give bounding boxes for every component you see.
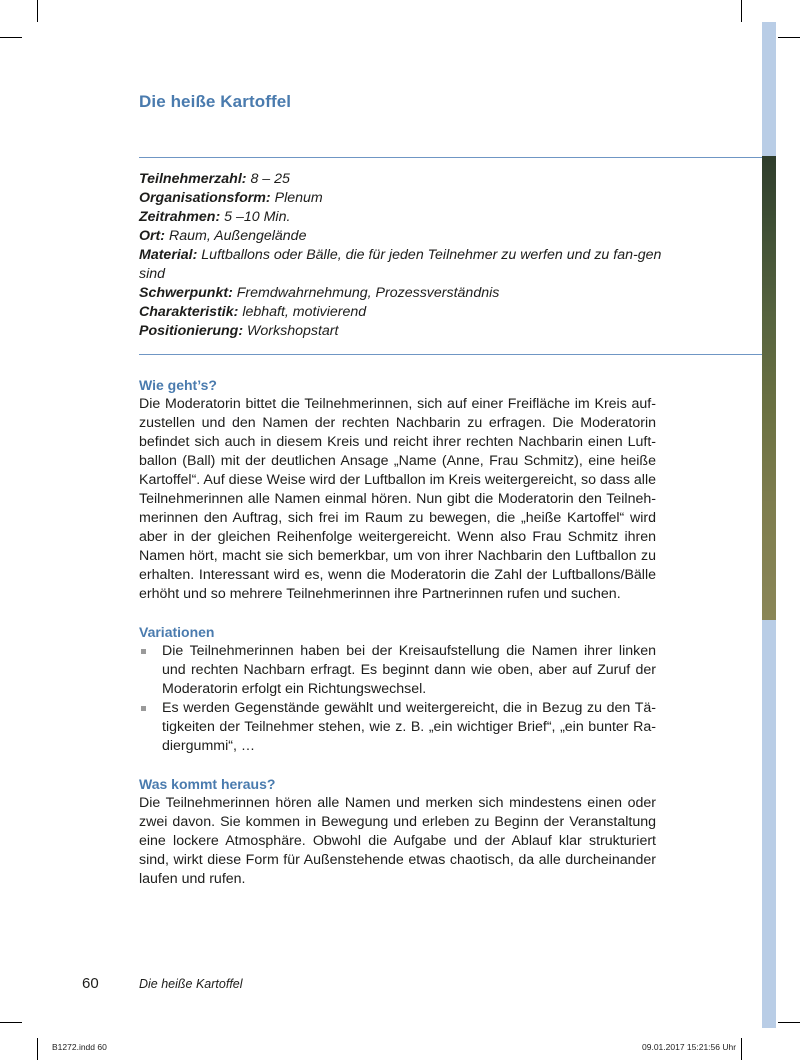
crop-mark [778, 37, 800, 38]
crop-mark [37, 0, 38, 22]
meta-block [139, 170, 679, 341]
meta-key: Material: [139, 247, 198, 263]
meta-value: 8 – 25 [250, 171, 290, 187]
crop-mark [741, 1038, 742, 1060]
meta-value: lebhaft, motivierend [242, 304, 367, 320]
crop-mark [741, 0, 742, 22]
meta-key: Ort: [139, 228, 166, 244]
meta-value: Luftballons oder Bälle, die für jeden Teilnehmer zu werfen und zu fan-gen sind [139, 247, 662, 282]
list-item [139, 642, 656, 699]
list-item-text: Es werden Gegenstände gewählt und weitergereicht, die in Bezug zu den Tätigkeiten der Teilnehmer stehen, wie z. B. „ein wichtiger Brief“, „ein bunter Radiergummi“, … [162, 700, 656, 754]
meta-key: Charakteristik: [139, 304, 239, 320]
crop-mark [0, 1022, 22, 1023]
list-item-text: Die Teilnehmerinnen haben bei der Kreisaufstellung die Namen ihrer linken und rechten Nachbarn erfragt. Es beginnt dann wie oben, aber auf Zuruf der Moderatorin erfolgt ein Richtungswechsel. [162, 643, 656, 697]
meta-key: Teilnehmerzahl: [139, 171, 247, 187]
meta-value: 5 –10 Min. [224, 209, 291, 225]
running-head: Die heiße Kartoffel [139, 977, 243, 991]
crop-mark [778, 1022, 800, 1023]
bullet-square-icon [141, 706, 146, 711]
meta-row [139, 284, 679, 303]
meta-value: Plenum [274, 190, 323, 206]
meta-key: Organisationsform: [139, 190, 271, 206]
meta-key: Zeitrahmen: [139, 209, 221, 225]
slug-file-info: B1272.indd 60 [52, 1042, 107, 1052]
section-heading-ergebnis: Was kommt heraus? [139, 776, 276, 792]
section-text-ergebnis: Die Teilnehmerinnen hören alle Namen und merken sich mindestens einen oder zwei davon. Sie kommen in Bewegung und erleben zu Beginn der Veranstaltung eine lockere Atmosphäre. Obwohl die Aufgabe und der Ablauf klar strukturiert sind, wirkt diese Form für Außenstehende etwas chaotisch, da alle durcheinander laufen und rufen. [139, 795, 656, 887]
bottom-divider [139, 354, 762, 355]
meta-row [139, 170, 679, 189]
meta-row [139, 227, 679, 246]
edge-photo-strip [762, 156, 776, 620]
meta-row [139, 303, 679, 322]
page-number: 60 [82, 975, 99, 992]
section-heading-variationen: Variationen [139, 624, 215, 640]
top-divider [139, 157, 762, 158]
bullet-square-icon [141, 649, 146, 654]
meta-row [139, 208, 679, 227]
meta-row [139, 322, 679, 341]
meta-key: Schwerpunkt: [139, 285, 233, 301]
meta-key: Positionierung: [139, 323, 244, 339]
crop-mark [0, 37, 22, 38]
slug-timestamp: 09.01.2017 15:21:56 Uhr [642, 1042, 737, 1052]
variationen-list [139, 642, 656, 756]
meta-value: Fremdwahrnehmung, Prozessverständnis [236, 285, 500, 301]
page-title: Die heiße Kartoffel [139, 92, 292, 111]
crop-mark [37, 1038, 38, 1060]
meta-value: Workshopstart [247, 323, 339, 339]
list-item [139, 699, 656, 756]
meta-value: Raum, Außengelände [168, 228, 307, 244]
main-content [139, 376, 656, 889]
meta-row [139, 246, 679, 284]
section-text-wie: Die Moderatorin bittet die Teilnehmerinnen, sich auf einer Freifläche im Kreis aufzustellen und den Namen der rechten Nachbarin zu erfragen. Die Moderatorin befindet sich auch in diesem Kreis und reicht ihrer rechten Nachbarin einen Luftballon (Ball) mit der deutlichen Ansage „Name (Anne, Frau Schmitz), eine heiße Kartoffel“. Auf diese Weise wird der Luftballon im Kreis weitergereicht, so dass alle Teilnehmerinnen alle Namen einmal hören. Nun gibt die Moderatorin den Teilnehmerinnen den Auftrag, sich frei im Raum zu bewegen, die „heiße Kartoffel“ wird aber in der gleichen Reihenfolge weitergereicht. Wenn also Frau Schmitz ihren Namen hört, macht sie sich bemerkbar, um von ihrer Nachbarin den Luftballon zu erhalten. Interessant wird es, wenn die Moderatorin die Zahl der Luftballons/Bälle erhöht und so mehrere Teilnehmerinnen ihre Partnerinnen rufen und suchen. [139, 396, 656, 602]
meta-row [139, 189, 679, 208]
section-heading-wie: Wie geht’s? [139, 377, 217, 393]
